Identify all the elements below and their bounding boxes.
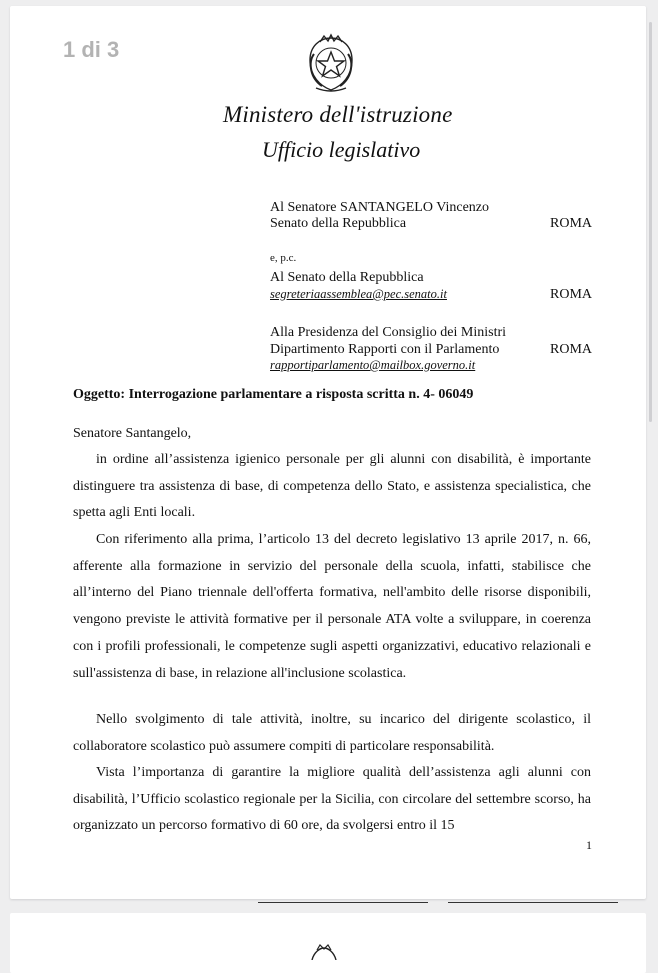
salutation: Senatore Santangelo,	[73, 426, 192, 441]
paragraph-1: in ordine all’assistenza igienico personale per gli alunni con disabilità, è importante distinguere tra assistenza di base, di competenza dello Stato, e assistenza specialistica, che spetta agli Enti locali.	[73, 452, 591, 521]
scrollbar[interactable]	[649, 22, 652, 422]
paragraph-2: Con riferimento alla prima, l’articolo 13 del decreto legislativo 13 aprile 2017, n. 66, afferente alla formazione in servizio del personale della scuola, infatti, stabilisce che all’interno del Piano triennale dell'offerta formativa, nell'ambito delle risorse disponibili, vengono previste le attività formative per il personale ATA volte a sviluppare, in coerenza con i profili professionali, le competenze sugli aspetti organizzativi, educativo relazionali e sull'assistenza di base, in relazione all'inclusione scolastica.	[73, 532, 591, 681]
italian-emblem-icon	[304, 944, 344, 960]
recipient-1-org: Senato della Repubblica	[270, 216, 407, 231]
recipient-2-city: ROMA	[550, 287, 593, 302]
office-name: Ufficio legislativo	[262, 137, 421, 162]
recipient-2-name: Al Senato della Repubblica	[270, 270, 424, 285]
recipient-3-city: ROMA	[550, 342, 593, 357]
recipient-2-email[interactable]: segreteriaassemblea@pec.senato.it	[270, 287, 447, 301]
paragraph-3: Nello svolgimento di tale attività, inoltre, su incarico del dirigente scolastico, il collaboratore scolastico può assumere compiti di particolare responsabilità.	[73, 712, 591, 754]
ministry-name: Ministero dell'istruzione	[223, 102, 453, 127]
paragraph-4: Vista l’importanza di garantire la migliore qualità dell’assistenza agli alunni con disabilità, l’Ufficio scolastico regionale per la Sicilia, con circolare del settembre scorso, ha organizzato un percorso formativo di 60 ore, da svolgersi entro il 15	[73, 765, 591, 834]
subject-line: Oggetto: Interrogazione parlamentare a risposta scritta n. 4- 06049	[73, 387, 474, 402]
divider	[448, 902, 618, 903]
divider	[258, 902, 428, 903]
recipient-3-email[interactable]: rapportiparlamento@mailbox.governo.it	[270, 358, 476, 372]
document-page-2	[10, 913, 646, 973]
page-number: 1	[586, 838, 592, 852]
recipient-3-name: Alla Presidenza del Consiglio dei Ministri	[270, 325, 507, 340]
cc-label: e, p.c.	[270, 252, 297, 264]
recipient-3-dept: Dipartimento Rapporti con il Parlamento	[270, 342, 500, 357]
recipient-1-name: Al Senatore SANTANGELO Vincenzo	[270, 200, 490, 215]
recipient-1-city: ROMA	[550, 216, 593, 231]
page-indicator: 1 di 3	[63, 37, 120, 62]
italian-emblem-icon	[302, 32, 360, 94]
